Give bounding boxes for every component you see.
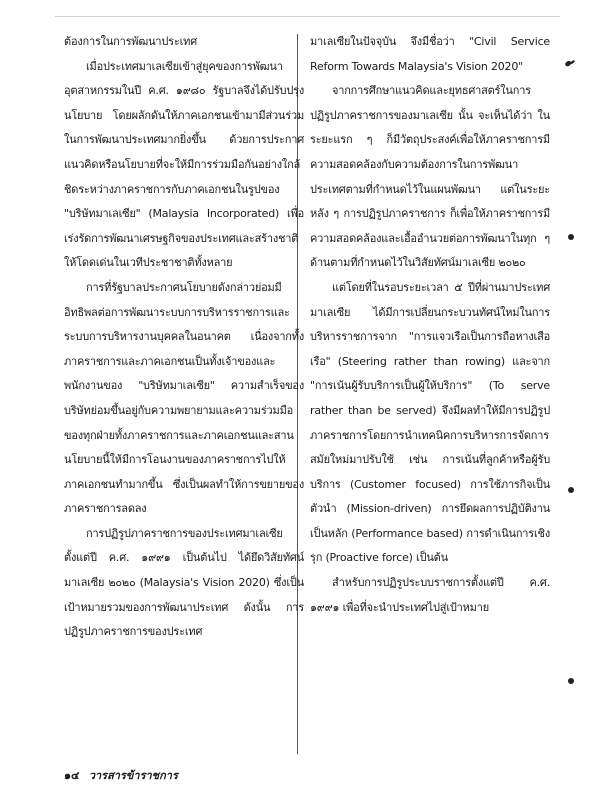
page-footer — [64, 766, 178, 784]
left-column — [64, 30, 304, 645]
paragraph: ต้องการในการพัฒนาประเทศ — [64, 35, 197, 48]
paragraph: มาเลเซียในปัจจุบัน จึงมีชื่อว่า "Civil Service Reform Towards Malaysia's Vision 2020" — [310, 35, 550, 73]
top-rule — [55, 16, 560, 17]
paragraph: การปฏิรูปภาคราชการของประเทศมาเลเซียตั้งแต่ปี ค.ศ. ๑๙๙๑ เป็นต้นไป ได้ยึดวิสัยทัศน์มาเลเซีย ๒๐๒๐ (Malaysia's Vision 2020) ซึ่งเป็นเป้าหมายรวมของการพัฒนาประเทศ ดังนั้น การปฏิรูปภาคราชการของประเทศ — [64, 526, 304, 639]
paragraph: จากการศึกษาแนวคิดและยุทธศาสตร์ในการปฏิรูปภาคราชการของมาเลเซีย นั้น จะเห็นได้ว่า ในระยะแรก ๆ ก็มีวัตถุประสงค์เพื่อให้ภาคราชการมีความสอดคล้องกับความต้องการในการพัฒนาประเทศตามที่กำหนดไว้ในแผนพัฒนา แต่ในระยะหลัง ๆ การปฏิรูปภาคราชการ ก็เพื่อให้ภาคราชการมีความสอดคล้องและเอื้ออำนวยต่อการพัฒนาในทุก ๆ ด้านตามที่กำหนดไว้ในวิสัยทัศน์มาเลเซีย ๒๐๒๐ — [310, 84, 550, 270]
margin-dot-icon — [568, 678, 574, 684]
margin-dot-icon — [568, 234, 574, 240]
paragraph: แต่โดยที่ในรอบระยะเวลา ๕ ปีที่ผ่านมาประเทศมาเลเซีย ได้มีการเปลี่ยนกระบวนทัศน์ใหม่ในการบริหารราชการจาก "การแจวเรือเป็นการถือหางเสือเรือ" (Steering rather than rowing) และจาก "การเน้นผู้รับบริการเป็นผู้ให้บริการ" (To serve rather than be served) จึงมีผลทำให้มีการปฏิรูปภาคราชการโดยการนำเทคนิคการบริหารการจัดการสมัยใหม่มาปรับใช้ เช่น การเน้นที่ลูกค้าหรือผู้รับบริการ (Customer focused) การใช้ภารกิจเป็นตัวนำ (Mission-driven) การยึดผลการปฏิบัติงานเป็นหลัก (Performance based) การดำเนินการเชิงรุก (Proactive force) เป็นต้น — [310, 280, 550, 565]
paragraph: เมื่อประเทศมาเลเซียเข้าสู่ยุคของการพัฒนาอุตสาหกรรมในปี ค.ศ. ๑๙๘๐ รัฐบาลจึงได้ปรับปรุงนโยบาย โดยผลักดันให้ภาคเอกชนเข้ามามีส่วนร่วมในการพัฒนาประเทศมากยิ่งขึ้น ด้วยการประกาศแนวคิดหรือนโยบายที่จะให้มีการร่วมมือกันอย่างใกล้ชิดระหว่างภาคราชการกับภาคเอกชนในรูปของ "บริษัทมาเลเซีย" (Malaysia Incorporated) เพื่อเร่งรัดการพัฒนาเศรษฐกิจของประเทศและสร้างชาติให้โดดเด่นในเวทีประชาชาติทั้งหลาย — [64, 59, 304, 270]
right-column — [310, 30, 550, 620]
publication-name: วารสารข้าราชการ — [88, 769, 178, 782]
paragraph: การที่รัฐบาลประกาศนโยบายดังกล่าวย่อมมีอิทธิพลต่อการพัฒนาระบบการบริหารราชการและระบบการบริหารงานบุคคลในอนาคต เนื่องจากทั้งภาคราชการและภาคเอกชนเป็นทั้งเจ้าของและพนักงานของ "บริษัทมาเลเซีย" ความสำเร็จของบริษัทย่อมขึ้นอยู่กับความพยายามและความร่วมมือของทุกฝ่ายทั้งภาคราชการและภาคเอกชนและสานนโยบายนี้ให้มีการโอนงานของภาคราชการไปให้ภาคเอกชนทำมากขึ้น ซึ่งเป็นผลทำให้การขยายของภาคราชการลดลง — [64, 280, 304, 516]
margin-dot-icon — [568, 487, 574, 493]
bird-mark-icon — [564, 58, 576, 68]
paragraph: สำหรับการปฏิรูประบบราชการตั้งแต่ปี ค.ศ. ๑๙๙๑ เพื่อที่จะนำประเทศไปสู่เป้าหมาย — [310, 576, 550, 614]
page-number: ๑๔ — [64, 769, 80, 782]
